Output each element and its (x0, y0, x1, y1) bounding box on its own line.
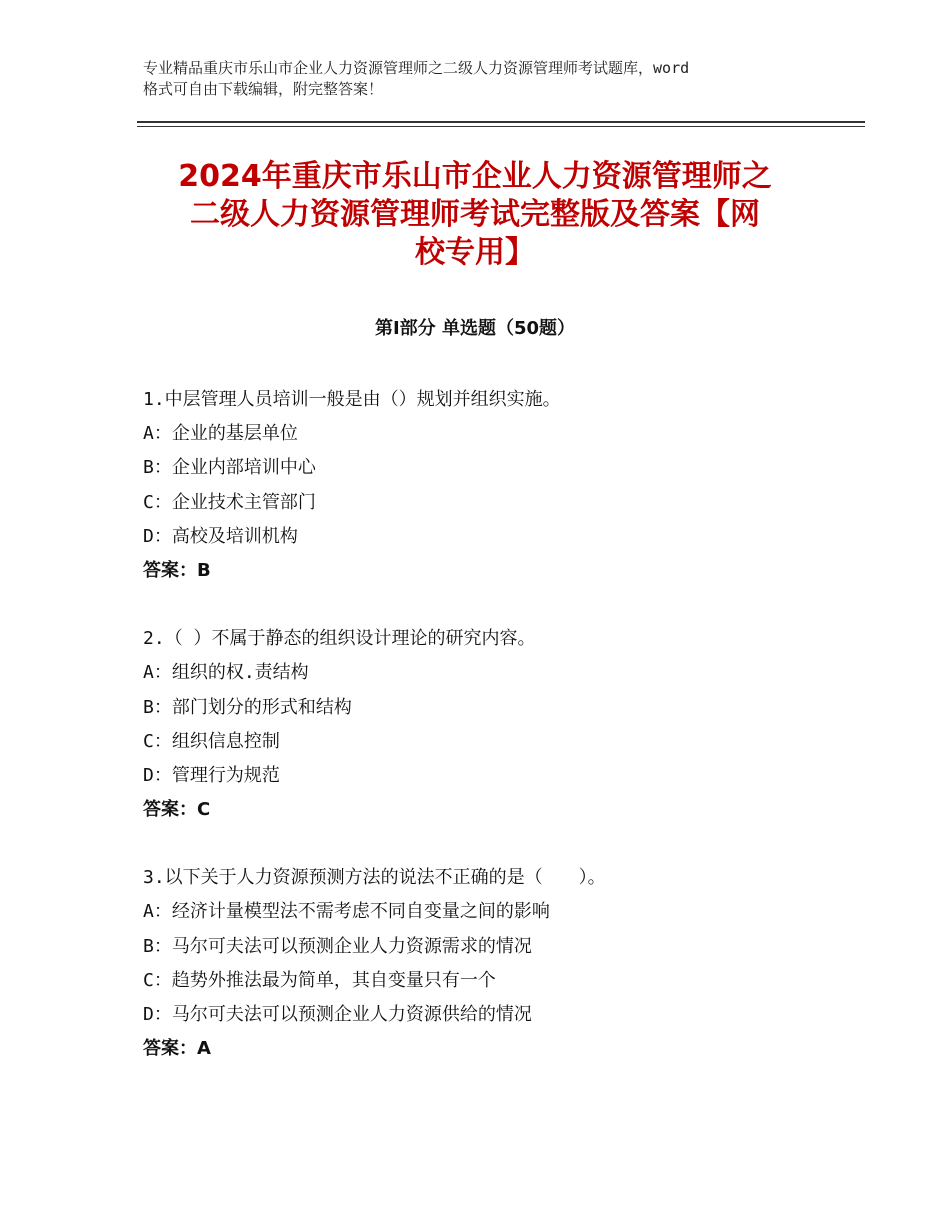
option-a: A：企业的基层单位 (143, 423, 298, 445)
answer: 答案：B (143, 559, 211, 581)
option-b: B：部门划分的形式和结构 (143, 696, 352, 718)
answer: 答案：A (143, 1038, 211, 1060)
question-stem: 2.（ ）不属于静态的组织设计理论的研究内容。 (143, 628, 536, 650)
header-divider-thick (137, 121, 865, 123)
option-b: B：马尔可夫法可以预测企业人力资源需求的情况 (143, 935, 532, 957)
option-c: C：趋势外推法最为简单，其自变量只有一个 (143, 969, 496, 991)
answer: 答案：C (143, 799, 211, 821)
header-note-line-1: 专业精品重庆市乐山市企业人力资源管理师之二级人力资源管理师考试题库，word (143, 59, 690, 77)
question-stem: 3.以下关于人力资源预测方法的说法不正确的是（ ）。 (143, 867, 606, 889)
document-title-line-1: 2024年重庆市乐山市企业人力资源管理师之 (178, 159, 772, 194)
question-1 (143, 383, 863, 588)
question-3 (143, 861, 863, 1066)
document-title-line-2: 二级人力资源管理师考试完整版及答案【网 (190, 197, 760, 232)
option-c: C：企业技术主管部门 (143, 491, 316, 513)
section-heading: 第Ⅰ部分 单选题（50题） (374, 318, 575, 339)
question-2 (143, 622, 863, 827)
document-title (135, 158, 815, 272)
option-d: D：马尔可夫法可以预测企业人力资源供给的情况 (143, 1004, 532, 1025)
header-divider-thin (137, 126, 865, 127)
question-stem: 1.中层管理人员培训一般是由（）规划并组织实施。 (143, 389, 561, 410)
header-note (143, 58, 843, 100)
option-a: A：组织的权.责结构 (143, 662, 309, 684)
option-d: D：高校及培训机构 (143, 525, 298, 547)
option-b: B：企业内部培训中心 (143, 457, 316, 479)
header-note-line-2: 格式可自由下载编辑，附完整答案！ (143, 80, 384, 98)
option-d: D：管理行为规范 (143, 764, 280, 786)
option-a: A：经济计量模型法不需考虑不同自变量之间的影响 (143, 901, 550, 923)
question-list (143, 383, 863, 1100)
document-title-line-3: 校专用】 (415, 235, 535, 270)
option-c: C：组织信息控制 (143, 730, 280, 752)
